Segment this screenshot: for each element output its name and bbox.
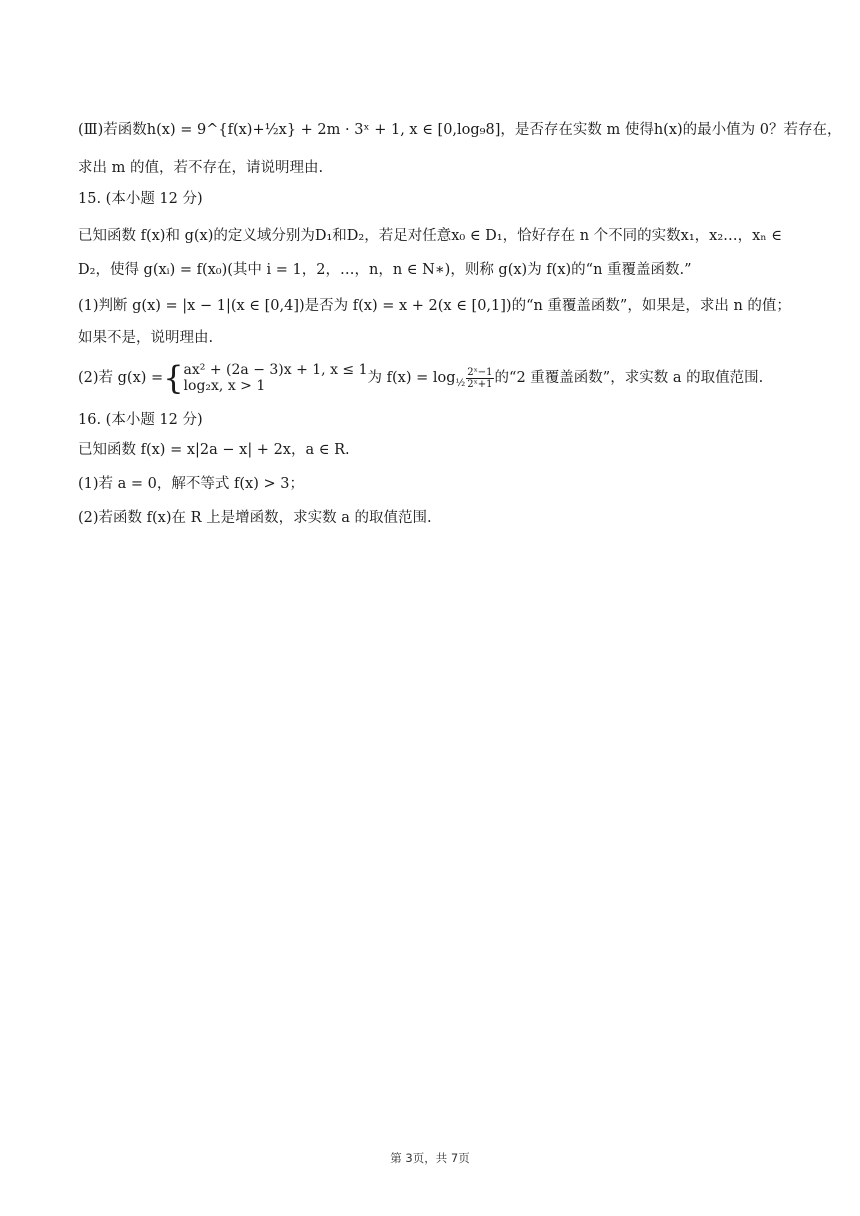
piecewise-brace: { (163, 359, 184, 397)
log-base: ½ (455, 378, 466, 389)
piecewise-cases (184, 362, 368, 394)
log-fraction (466, 367, 493, 390)
piecewise-case-1: ax² + (2a − 3)x + 1, x ≤ 1 (183, 362, 368, 378)
fraction-denominator: 2ˣ+1 (467, 378, 493, 390)
question-15-stem-line1: 已知函数 f(x)和 g(x)的定义域分别为D₁和D₂，若足对任意x₀ ∈ D₁，恰好存在 n 个不同的实数x₁，x₂…，xₙ ∈ (78, 228, 782, 244)
page-footer: 第 3页，共 7页 (390, 1151, 470, 1165)
question-15-part2 (78, 358, 763, 398)
question-15-part1-line2: 如果不是，说明理由. (78, 330, 214, 346)
question-15-stem-line2: D₂，使得 g(xᵢ) = f(x₀)(其中 i = 1，2，…，n，n ∈ N∗)，则称 g(x)为 f(x)的“n 重覆盖函数.” (78, 262, 692, 278)
question-part-iii-line1: (Ⅲ)若函数h(x) = 9^{f(x)+½x} + 2m · 3ˣ + 1, x ∈ [0,log₉8]，是否存在实数 m 使得h(x)的最小值为 0？若存在， (78, 122, 842, 138)
part2-suffix: 的“2 重覆盖函数”，求实数 a 的取值范围. (494, 370, 764, 386)
question-16-stem: 已知函数 f(x) = x|2a − x| + 2x，a ∈ R. (78, 442, 350, 458)
part2-prefix: (2)若 g(x) = (78, 370, 164, 386)
question-15-part1-line1: (1)判断 g(x) = |x − 1|(x ∈ [0,4])是否为 f(x) = x + 2(x ∈ [0,1])的“n 重覆盖函数”，如果是，求出 n 的值； (78, 298, 791, 314)
question-16-part2: (2)若函数 f(x)在 R 上是增函数，求实数 a 的取值范围. (78, 510, 432, 526)
question-part-iii-line2: 求出 m 的值，若不存在，请说明理由. (78, 160, 324, 176)
fraction-numerator: 2ˣ−1 (467, 366, 493, 378)
question-16-heading: 16. (本小题 12 分) (78, 412, 203, 428)
part2-middle: 为 f(x) = log (367, 370, 456, 386)
question-16-part1: (1)若 a = 0，解不等式 f(x) > 3； (78, 476, 304, 492)
question-15-heading: 15. (本小题 12 分) (78, 191, 203, 207)
piecewise-case-2: log₂x, x > 1 (183, 378, 266, 394)
